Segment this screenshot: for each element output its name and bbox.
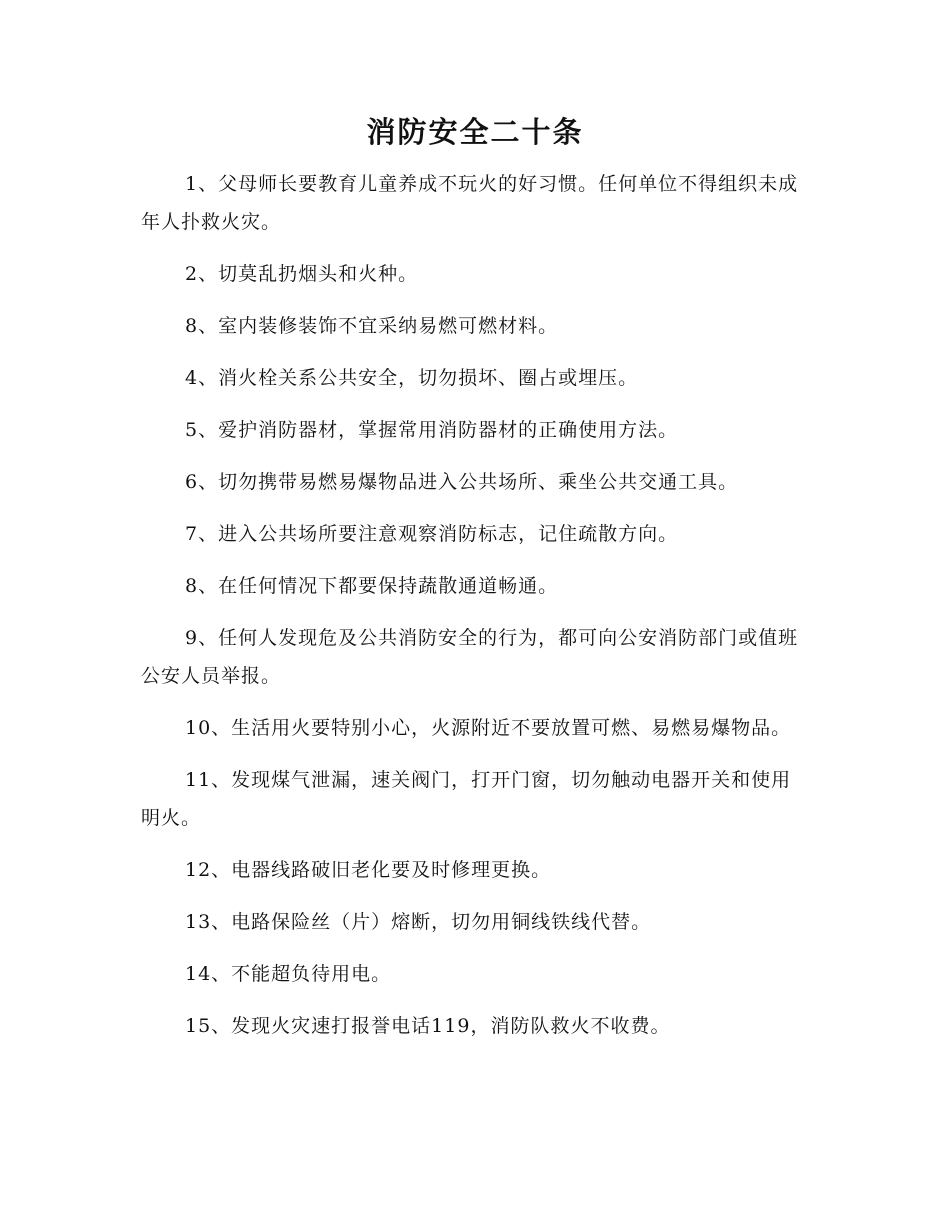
rule-item: 10、生活用火要特别小心，火源附近不要放置可燃、易燃易爆物品。 (185, 717, 792, 739)
rule-item: 8、室内装修装饰不宜采纳易燃可燃材料。 (185, 315, 559, 337)
document-title: 消防安全二十条 (366, 115, 584, 149)
rule-item: 7、进入公共场所要注意观察消防标志，记住疏散方向。 (185, 523, 679, 545)
rule-item: 12、电器线路破旧老化要及时修理更换。 (185, 859, 552, 881)
rule-item: 5、爱护消防器材，掌握常用消防器材的正确使用方法。 (185, 419, 679, 441)
rules-list (141, 165, 811, 1059)
rule-item: 4、消火栓关系公共安全，切勿损坏、圈占或埋压。 (185, 367, 639, 389)
rule-item: 6、切勿携带易燃易爆物品进入公共场所、乘坐公共交通工具。 (185, 471, 739, 493)
rule-item: 9、任何人发现危及公共消防安全的行为，都可向公安消防部门或值班公安人员举报。 (141, 627, 799, 687)
rule-item: 11、发现煤气泄漏，速关阀门，打开门窗，切勿触动电器开关和使用明火。 (141, 769, 792, 829)
rule-item: 1、父母师长要教育儿童养成不玩火的好习惯。任何单位不得组织未成年人扑救火灾。 (141, 173, 799, 233)
rule-item: 13、电路保险丝（片）熔断，切勿用铜线铁线代替。 (185, 911, 652, 933)
rule-item: 8、在任何情况下都要保持蔬散通道畅通。 (185, 575, 559, 597)
rule-item: 2、切莫乱扔烟头和火种。 (185, 263, 419, 285)
rule-item: 15、发现火灾速打报誉电话119，消防队救火不收费。 (185, 1015, 671, 1037)
rule-item: 14、不能超负待用电。 (185, 963, 392, 985)
